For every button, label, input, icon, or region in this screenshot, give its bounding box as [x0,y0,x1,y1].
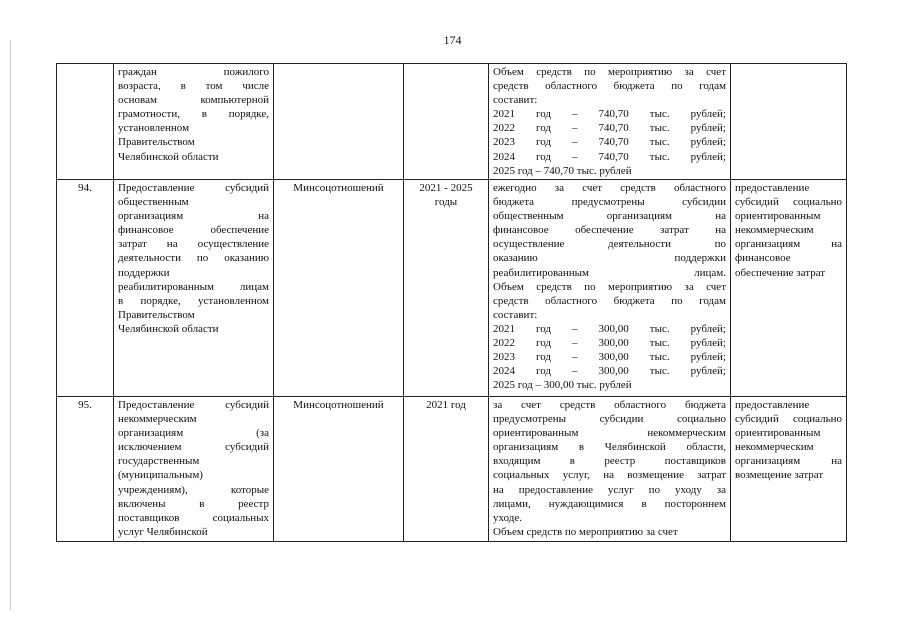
text-line: Объем средств по мероприятию за счет [493,280,726,293]
text-line: граждан пожилого [118,66,269,78]
text-line: некоммерческим [735,224,814,237]
page-number: 174 [443,33,462,47]
text-line: Челябинской области [118,150,219,163]
description-cell [489,397,731,542]
text-line: обеспечение затрат [735,266,826,279]
text-line: некоммерческим [735,441,814,454]
text-line: в порядке, установленном [118,294,269,307]
text-line: поддержки [118,266,170,279]
text-line: за счет средств областного бюджета [493,399,726,411]
text-line: ориентированным некоммерческим [493,427,726,440]
text-line: предусмотрены субсидии социально [493,413,726,426]
text-line: лицами, нуждающимися в постороннем [493,497,726,510]
text-line: 2021 год – 300,00 тыс. рублей; [493,322,726,335]
text-line: субсидий социально [735,413,842,426]
text-line: возмещение затрат [735,469,824,482]
result-cell [731,64,847,180]
text-line: реабилитированным лицам [118,280,269,293]
executor-cell [274,64,404,180]
text-line: установленном [118,122,190,135]
measure-name-cell [114,397,274,542]
text-line: финансовое обеспечение затрат на [493,224,726,237]
text-line: 2025 год – 740,70 тыс. рублей [493,164,632,177]
text-line: Челябинской области [118,322,219,335]
row-number-cell [57,64,114,180]
text-line: грамотности, в порядке, [118,108,269,121]
text-line: организациям на [118,210,269,223]
text-line: организациям в Челябинской области, [493,441,726,454]
text-line: общественным организациям на [493,210,726,223]
result-cell [731,180,847,397]
text-line: финансовое обеспечение [118,224,269,237]
text-line: составит: [493,94,538,107]
result-cell [731,397,847,542]
text-line: включены в реестр [118,497,269,510]
measures-table [56,63,847,542]
text-line: 2021 год [426,399,466,411]
description-cell [489,64,731,180]
text-line: 2023 год – 300,00 тыс. рублей; [493,351,726,364]
text-line: 2023 год – 740,70 тыс. рублей; [493,136,726,149]
text-line: организациям на [735,455,842,468]
text-line: ежегодно за счет средств областного [493,182,726,194]
text-line: основам компьютерной [118,94,269,107]
text-line: реабилитированным лицам. [493,266,726,279]
text-line: исключением субсидий [118,441,269,454]
text-line: 2022 год – 740,70 тыс. рублей; [493,122,726,135]
text-line: входящим в реестр поставщиков [493,455,726,468]
table-row [57,397,847,542]
text-line: Правительством [118,308,195,321]
text-line: возраста, в том числе [118,80,269,93]
executor-cell: Минсоцотношений [274,397,404,542]
text-line: Предоставление субсидий [118,399,269,411]
text-line: услуг Челябинской [118,525,208,538]
text-line: бюджета предусмотрены субсидии [493,196,726,209]
text-line: деятельности по оказанию [118,252,269,265]
text-line: поставщиков социальных [118,511,269,524]
measure-name-cell [114,180,274,397]
text-line: некоммерческим [118,413,197,426]
text-line: Объем средств по мероприятию за счет [493,525,678,538]
text-line: 2022 год – 300,00 тыс. рублей; [493,337,726,350]
term-cell [404,397,489,542]
text-line: Предоставление субсидий [118,182,269,194]
text-line: уходе. [493,511,522,524]
row-number-cell: 95. [57,397,114,542]
row-number-cell: 94. [57,180,114,397]
text-line: субсидий социально [735,196,842,209]
term-cell [404,64,489,180]
table-row [57,64,847,180]
text-line: учреждениям), которые [118,483,269,496]
text-line: государственным [118,455,200,468]
text-line: финансовое [735,252,791,265]
text-line: на предоставление услуг по уходу за [493,483,726,496]
text-line: предоставление [735,399,810,411]
text-line: предоставление [735,182,810,194]
text-line: 2021 - 2025 [419,182,473,194]
text-line: средств областного бюджета по годам [493,80,726,93]
executor-cell: Минсоцотношений [274,180,404,397]
text-line: общественным [118,196,189,209]
description-cell [489,180,731,397]
text-line: годы [434,196,458,209]
text-line: организациям на [735,238,842,251]
text-line: оказанию поддержки [493,252,726,265]
text-line: средств областного бюджета по годам [493,294,726,307]
text-line: (муниципальным) [118,469,203,482]
text-line: организациям (за [118,427,269,440]
text-line: 2021 год – 740,70 тыс. рублей; [493,108,726,121]
text-line: ориентированным [735,427,821,440]
text-line: Объем средств по мероприятию за счет [493,66,726,78]
text-line: социальных услуг, на возмещение затрат [493,469,726,482]
text-line: Правительством [118,136,195,149]
scan-edge [10,40,11,610]
measure-name-cell [114,64,274,180]
text-line: 2024 год – 300,00 тыс. рублей; [493,365,726,378]
table-row [57,180,847,397]
text-line: осуществление деятельности по [493,238,726,251]
text-line: составит: [493,308,538,321]
term-cell [404,180,489,397]
text-line: 2025 год – 300,00 тыс. рублей [493,379,632,392]
text-line: 2024 год – 740,70 тыс. рублей; [493,150,726,163]
text-line: ориентированным [735,210,821,223]
text-line: затрат на осуществление [118,238,269,251]
